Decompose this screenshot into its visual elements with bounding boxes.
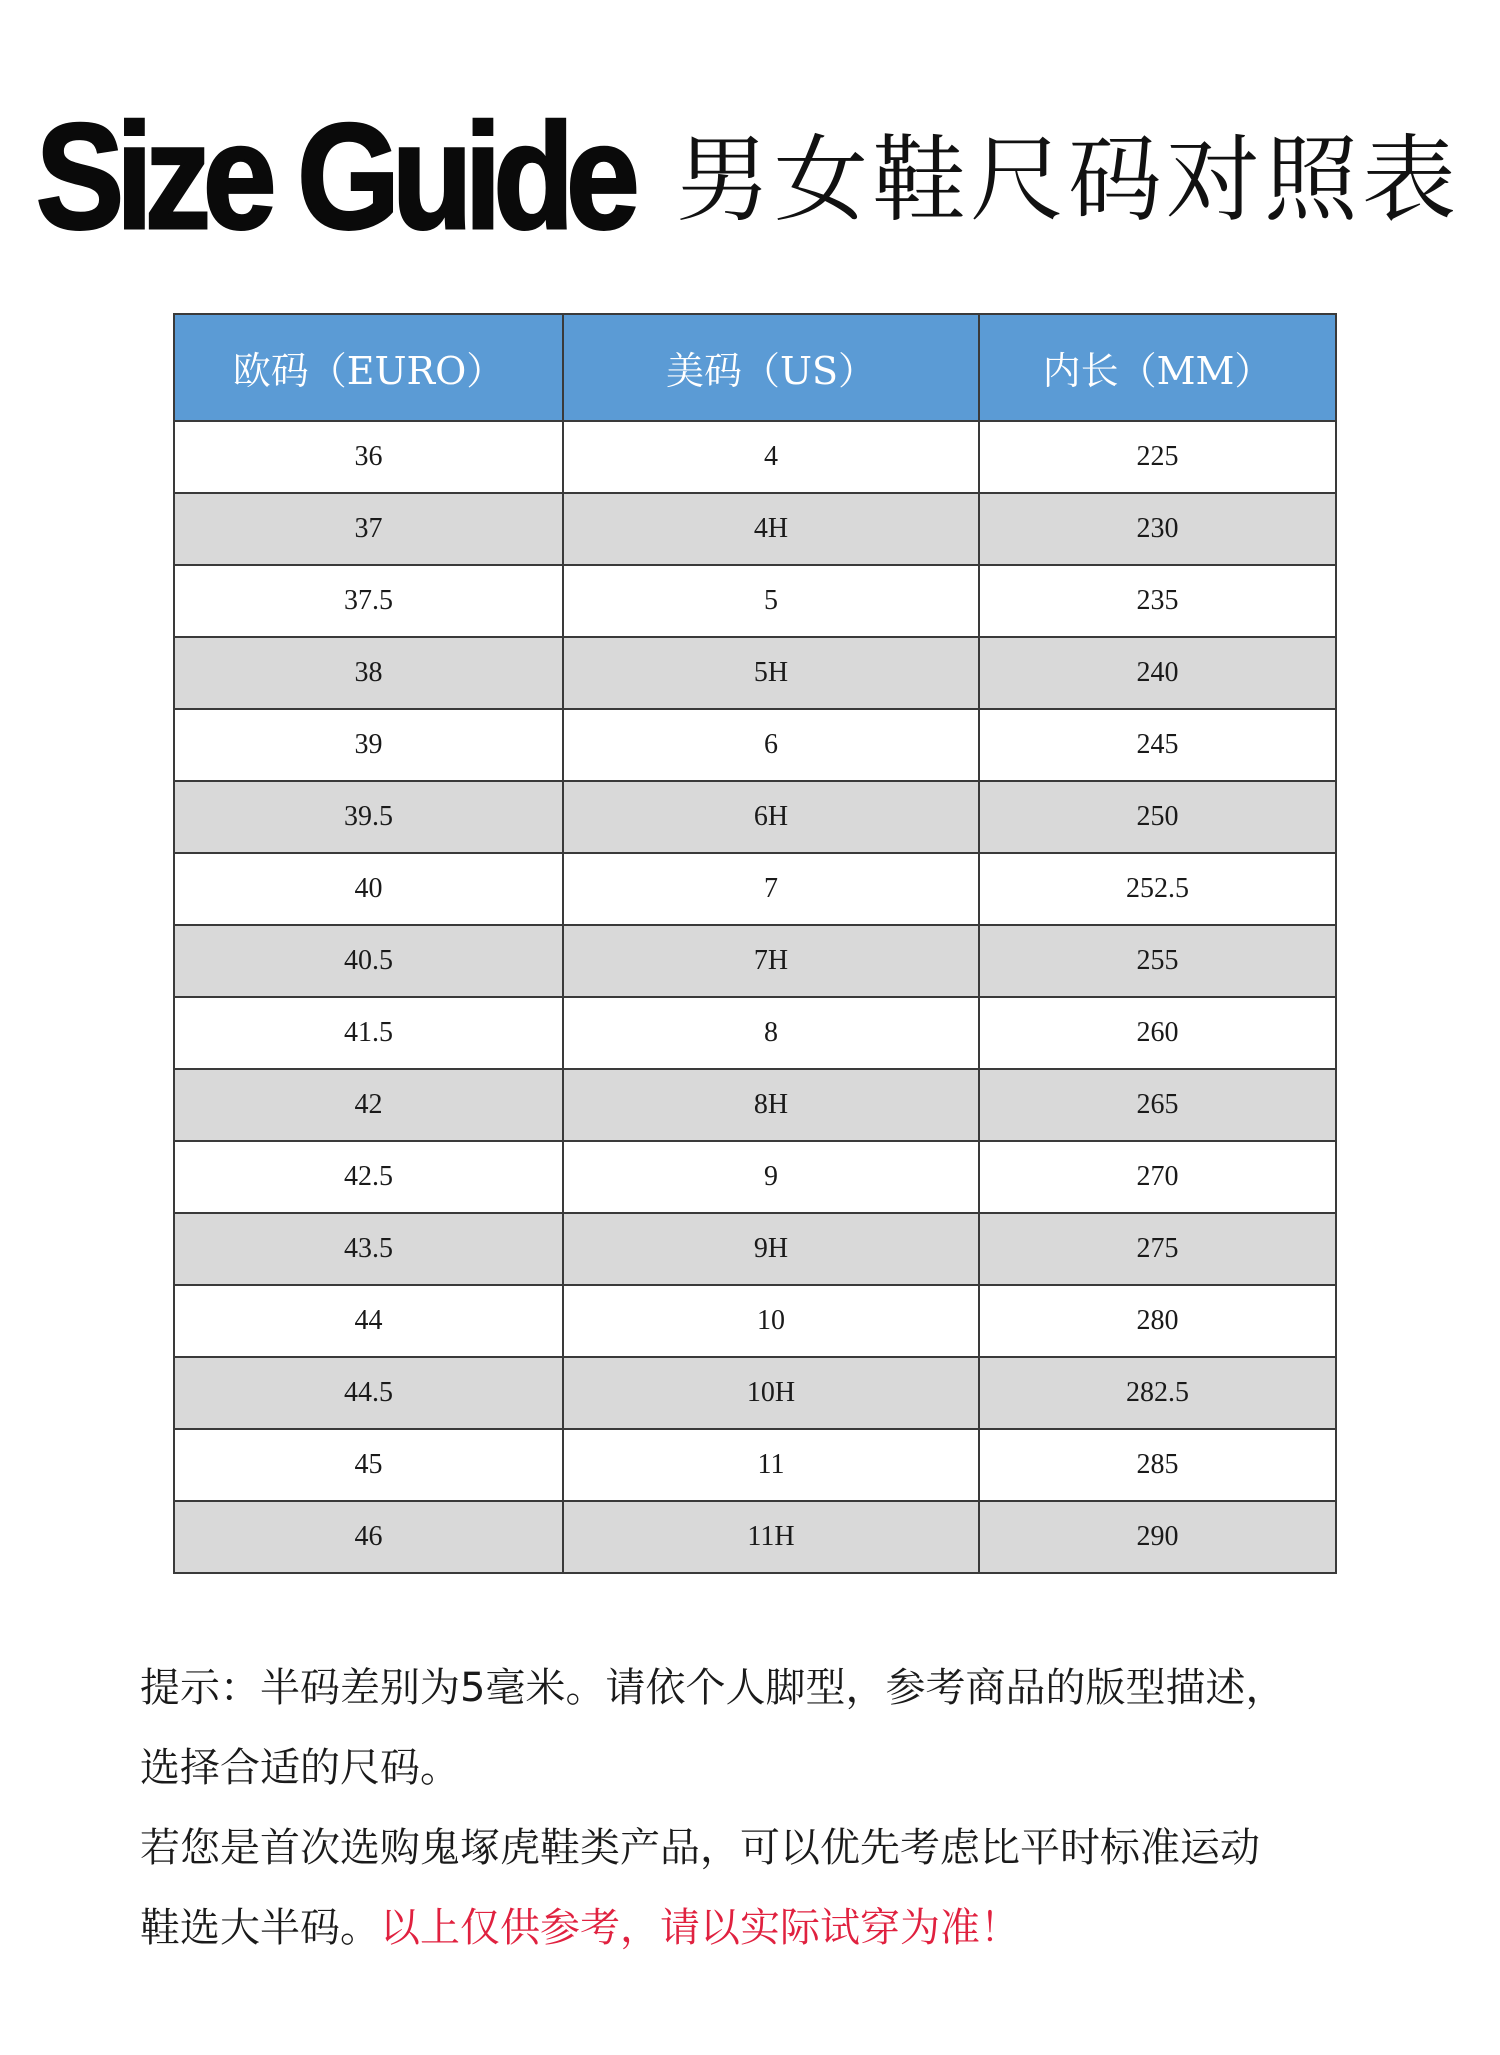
table-row (174, 853, 1336, 925)
cell-length: 285 (979, 1429, 1336, 1501)
cell-euro: 39 (174, 709, 563, 781)
cell-length: 230 (979, 493, 1336, 565)
table-row (174, 1285, 1336, 1357)
table-row (174, 997, 1336, 1069)
table-row (174, 925, 1336, 997)
cell-us: 11 (563, 1429, 979, 1501)
cell-us: 4H (563, 493, 979, 565)
cell-us: 8 (563, 997, 979, 1069)
notes-section (140, 1648, 1440, 1968)
note-line: 提示：半码差别为5毫米。请依个人脚型，参考商品的版型描述， (140, 1665, 1286, 1711)
cell-length: 260 (979, 997, 1336, 1069)
cell-length: 275 (979, 1213, 1336, 1285)
cell-us: 11H (563, 1501, 979, 1573)
title-chinese: 男女鞋尺码对照表 (676, 126, 1461, 235)
table-row (174, 1069, 1336, 1141)
table-row (174, 781, 1336, 853)
table-row (174, 709, 1336, 781)
cell-euro: 42.5 (174, 1141, 563, 1213)
cell-us: 5H (563, 637, 979, 709)
cell-us: 7H (563, 925, 979, 997)
note-line: 选择合适的尺码。 (140, 1745, 460, 1791)
table-row (174, 1429, 1336, 1501)
column-header-us: 美码（US） (563, 314, 979, 421)
table-row (174, 493, 1336, 565)
cell-euro: 46 (174, 1501, 563, 1573)
cell-length: 250 (979, 781, 1336, 853)
cell-length: 245 (979, 709, 1336, 781)
cell-length: 280 (979, 1285, 1336, 1357)
table-row (174, 421, 1336, 493)
cell-length: 270 (979, 1141, 1336, 1213)
cell-us: 4 (563, 421, 979, 493)
cell-euro: 40 (174, 853, 563, 925)
cell-length: 290 (979, 1501, 1336, 1573)
title-english: Size Guide (36, 92, 632, 260)
cell-euro: 40.5 (174, 925, 563, 997)
warning-text: 以上仅供参考，请以实际试穿为准！ (380, 1905, 1020, 1951)
table-row (174, 637, 1336, 709)
cell-us: 8H (563, 1069, 979, 1141)
cell-euro: 43.5 (174, 1213, 563, 1285)
cell-euro: 38 (174, 637, 563, 709)
cell-euro: 45 (174, 1429, 563, 1501)
column-header-euro: 欧码（EURO） (174, 314, 563, 421)
size-table (173, 313, 1337, 1574)
cell-euro: 37 (174, 493, 563, 565)
cell-us: 9 (563, 1141, 979, 1213)
cell-us: 10 (563, 1285, 979, 1357)
note-text: 鞋选大半码。 (140, 1905, 380, 1951)
cell-euro: 44 (174, 1285, 563, 1357)
note-line-final (140, 1888, 1440, 1968)
cell-euro: 42 (174, 1069, 563, 1141)
page-header (36, 92, 1476, 260)
table-header-row (174, 314, 1336, 421)
note-line: 若您是首次选购鬼塚虎鞋类产品，可以优先考虑比平时标准运动 (140, 1825, 1260, 1871)
cell-euro: 39.5 (174, 781, 563, 853)
cell-us: 9H (563, 1213, 979, 1285)
cell-length: 235 (979, 565, 1336, 637)
table-row (174, 1357, 1336, 1429)
cell-euro: 41.5 (174, 997, 563, 1069)
table-row (174, 1213, 1336, 1285)
cell-length: 265 (979, 1069, 1336, 1141)
cell-length: 282.5 (979, 1357, 1336, 1429)
cell-euro: 37.5 (174, 565, 563, 637)
cell-euro: 44.5 (174, 1357, 563, 1429)
table-row (174, 565, 1336, 637)
cell-us: 6 (563, 709, 979, 781)
column-header-length: 内长（MM） (979, 314, 1336, 421)
cell-us: 10H (563, 1357, 979, 1429)
cell-length: 225 (979, 421, 1336, 493)
cell-us: 5 (563, 565, 979, 637)
cell-us: 6H (563, 781, 979, 853)
table-row (174, 1501, 1336, 1573)
table-row (174, 1141, 1336, 1213)
cell-length: 255 (979, 925, 1336, 997)
cell-euro: 36 (174, 421, 563, 493)
cell-us: 7 (563, 853, 979, 925)
cell-length: 240 (979, 637, 1336, 709)
cell-length: 252.5 (979, 853, 1336, 925)
